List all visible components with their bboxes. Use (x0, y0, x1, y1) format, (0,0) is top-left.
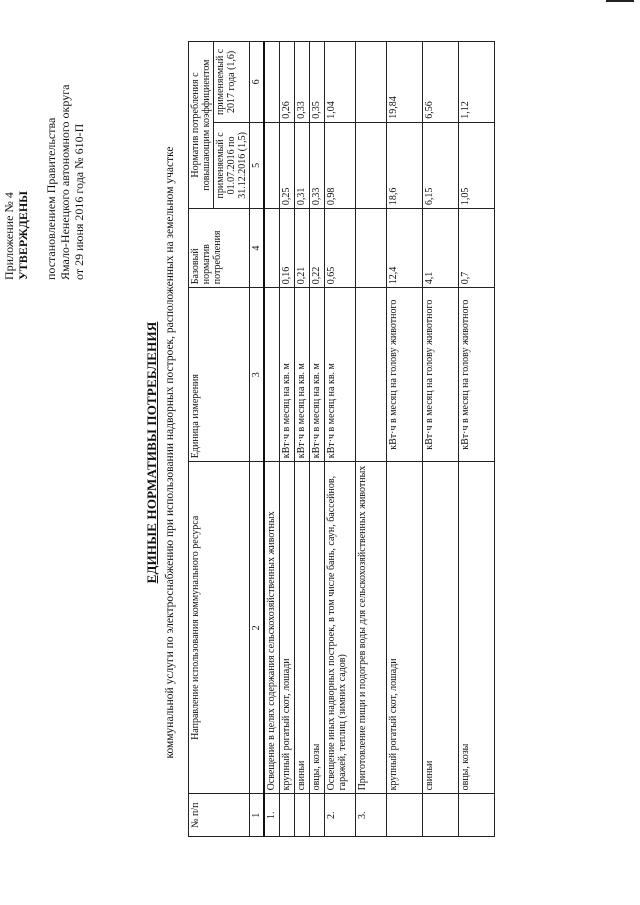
column-number: 1 (250, 794, 265, 837)
row-value-2017: 0,33 (295, 42, 310, 123)
row-unit (356, 288, 387, 462)
row-value-2016: 0,25 (280, 122, 295, 208)
row-value-2017: 6,56 (423, 42, 459, 123)
column-number: 2 (250, 462, 265, 794)
row-value-2017: 0,35 (310, 42, 325, 123)
row-value-2016: 18,6 (387, 122, 423, 208)
row-base-value: 0,16 (280, 209, 295, 288)
row-value-2017: 1,04 (325, 42, 356, 123)
header-base: Базовый норматив потребления (189, 209, 250, 288)
row-direction: Освещение иных надворных построек, в том числе бань, саун, бассейнов, гаражей, теплиц (зимних садов) (325, 462, 356, 794)
header-no: № п/п (189, 794, 250, 837)
row-direction: овцы, козы (459, 462, 495, 794)
table-row (356, 42, 387, 837)
annex-label: Приложение № 4 (2, 192, 16, 280)
header-coef-2017: применяемый с 2017 года (1,6) (214, 42, 250, 123)
row-value-2017: 1,12 (459, 42, 495, 123)
row-base-value (264, 209, 280, 288)
row-number (423, 794, 459, 837)
row-value-2016: 1,05 (459, 122, 495, 208)
row-unit: кВт·ч в месяц на голову животного (459, 288, 495, 462)
table-row (280, 42, 295, 837)
row-number: 2. (325, 794, 356, 837)
table-row (459, 42, 495, 837)
table-row (387, 42, 423, 837)
row-value-2016 (356, 122, 387, 208)
norms-table (188, 41, 495, 837)
approval-line-1: постановлением Правительства (44, 117, 58, 280)
table-row (423, 42, 459, 837)
row-base-value: 0,21 (295, 209, 310, 288)
column-number: 6 (250, 42, 265, 123)
table-row (295, 42, 310, 837)
row-base-value: 0,22 (310, 209, 325, 288)
row-direction: свиньи (423, 462, 459, 794)
row-value-2016: 0,31 (295, 122, 310, 208)
row-base-value (356, 209, 387, 288)
table-row (325, 42, 356, 837)
row-base-value: 0,65 (325, 209, 356, 288)
row-direction: Освещение в целях содержания сельскохозяйственных животных (264, 462, 280, 794)
row-value-2017 (356, 42, 387, 123)
row-value-2016: 0,98 (325, 122, 356, 208)
row-value-2016 (264, 122, 280, 208)
row-direction: овцы, козы (310, 462, 325, 794)
row-number: 1. (264, 794, 280, 837)
approved-label: УТВЕРЖДЕНЫ (16, 191, 30, 280)
column-number: 5 (250, 122, 265, 208)
row-value-2017: 19,84 (387, 42, 423, 123)
row-unit: кВт·ч в месяц на голову животного (423, 288, 459, 462)
row-number (310, 794, 325, 837)
document-subtitle: коммунальной услуги по электроснабжению при использовании надворных построек, расположенных на земельном участке (164, 146, 176, 759)
row-direction: свиньи (295, 462, 310, 794)
header-coef-group: Норматив потребления с повышающим коэффициентом (189, 42, 214, 209)
column-number: 3 (250, 288, 265, 462)
row-unit: кВт·ч в месяц на кв. м (295, 288, 310, 462)
table-row (310, 42, 325, 837)
document-title: ЕДИНЫЕ НОРМАТИВЫ ПОТРЕБЛЕНИЯ (144, 321, 159, 584)
row-base-value: 12,4 (387, 209, 423, 288)
row-unit: кВт·ч в месяц на кв. м (310, 288, 325, 462)
row-base-value: 4,1 (423, 209, 459, 288)
row-unit (264, 288, 280, 462)
row-value-2016: 0,33 (310, 122, 325, 208)
column-number: 4 (250, 209, 265, 288)
row-direction: крупный рогатый скот, лошади (280, 462, 295, 794)
approval-line-3: от 29 июня 2016 года № 610-П (72, 123, 86, 280)
row-base-value: 0,7 (459, 209, 495, 288)
row-unit: кВт·ч в месяц на кв. м (280, 288, 295, 462)
row-number: 3. (356, 794, 387, 837)
row-number (280, 794, 295, 837)
row-number (459, 794, 495, 837)
row-number (295, 794, 310, 837)
header-unit: Единица измерения (189, 288, 250, 462)
row-value-2017 (264, 42, 280, 123)
row-direction: Приготовление пищи и подогрев воды для сельскохозяйственных животных (356, 462, 387, 794)
table-row (264, 42, 280, 837)
header-coef-2016: применяемый с 01.07.2016 по 31.12.2016 (1,5) (214, 122, 250, 208)
header-direction: Направление использования коммунального ресурса (189, 462, 250, 794)
row-value-2016: 6,15 (423, 122, 459, 208)
row-direction: крупный рогатый скот, лошади (387, 462, 423, 794)
approval-line-2: Ямало-Ненецкого автономного округа (58, 84, 72, 280)
row-unit: кВт·ч в месяц на голову животного (387, 288, 423, 462)
row-number (387, 794, 423, 837)
row-value-2017: 0,26 (280, 42, 295, 123)
row-unit: кВт·ч в месяц на кв. м (325, 288, 356, 462)
approval-block (2, 20, 86, 280)
